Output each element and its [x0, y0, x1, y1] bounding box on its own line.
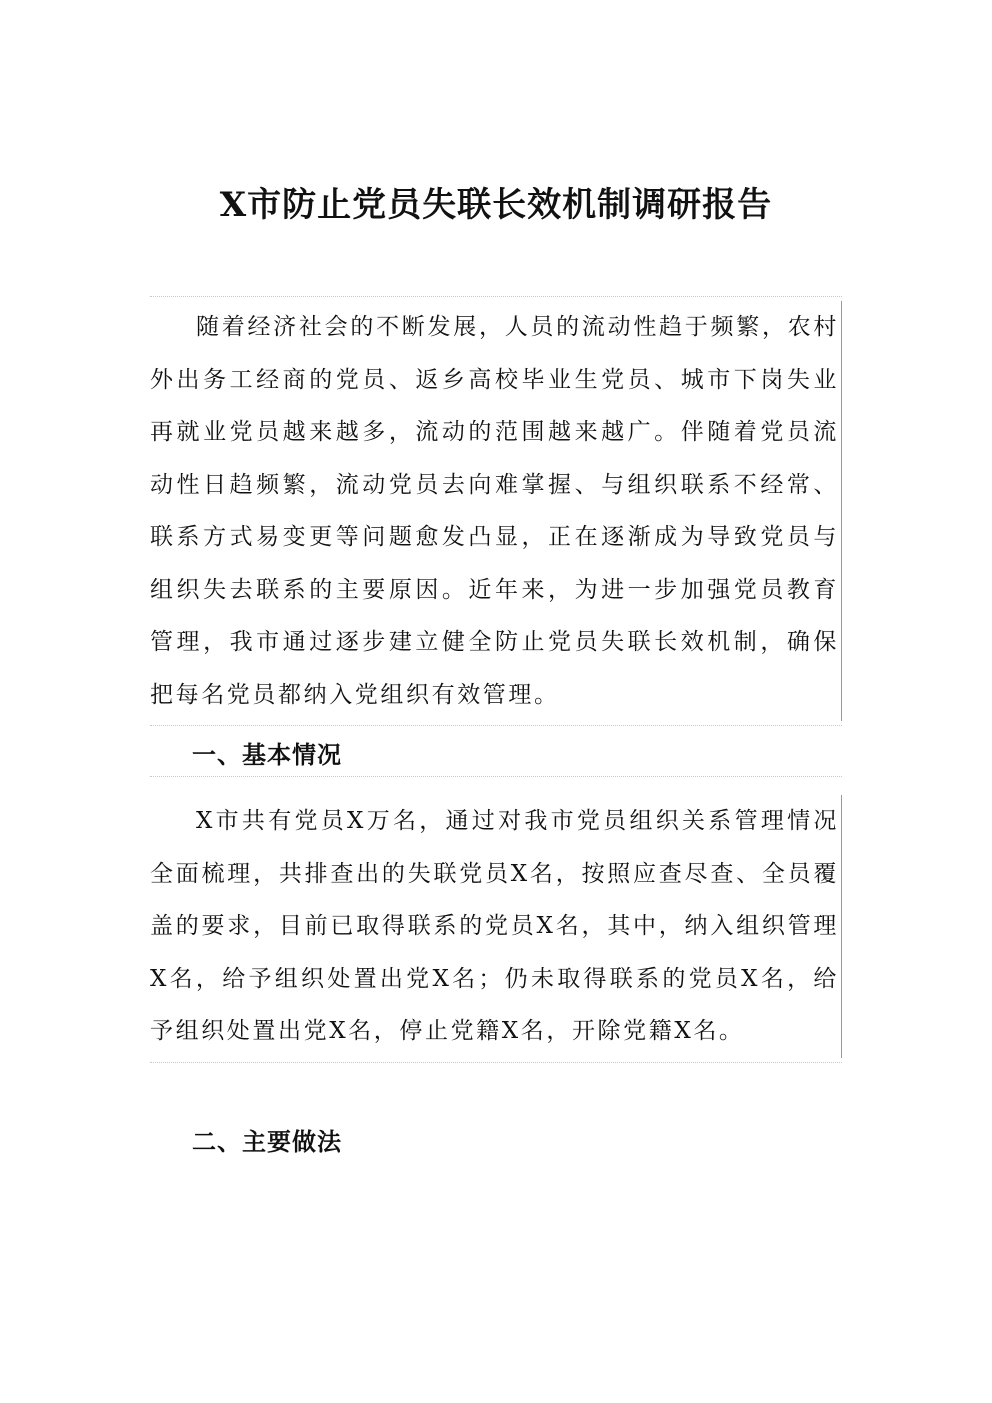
section-heading-main-practices: 二、主要做法: [192, 1127, 342, 1156]
document-title: X市防止党员失联长效机制调研报告: [219, 184, 773, 225]
section-heading-basic-situation: 一、基本情况: [192, 740, 342, 769]
intro-block: [150, 296, 842, 726]
basic-situation-paragraph: X市共有党员X万名，通过对我市党员组织关系管理情况全面梳理，共排查出的失联党员X名，按照应查尽查、全员覆盖的要求，目前已取得联系的党员X名，其中，纳入组织管理X名，给予组织处置出党X名；仍未取得联系的党员X名，给予组织处置出党X名，停止党籍X名，开除党籍X名。: [150, 795, 842, 1058]
intro-paragraph: 随着经济社会的不断发展，人员的流动性趋于频繁，农村外出务工经商的党员、返乡高校毕业生党员、城市下岗失业再就业党员越来越多，流动的范围越来越广。伴随着党员流动性日趋频繁，流动党员去向难掌握、与组织联系不经常、联系方式易变更等问题愈发凸显，正在逐渐成为导致党员与组织失去联系的主要原因。近年来，为进一步加强党员教育管理，我市通过逐步建立健全防止党员失联长效机制，确保把每名党员都纳入党组织有效管理。: [150, 301, 842, 721]
basic-situation-block: [150, 776, 842, 1063]
